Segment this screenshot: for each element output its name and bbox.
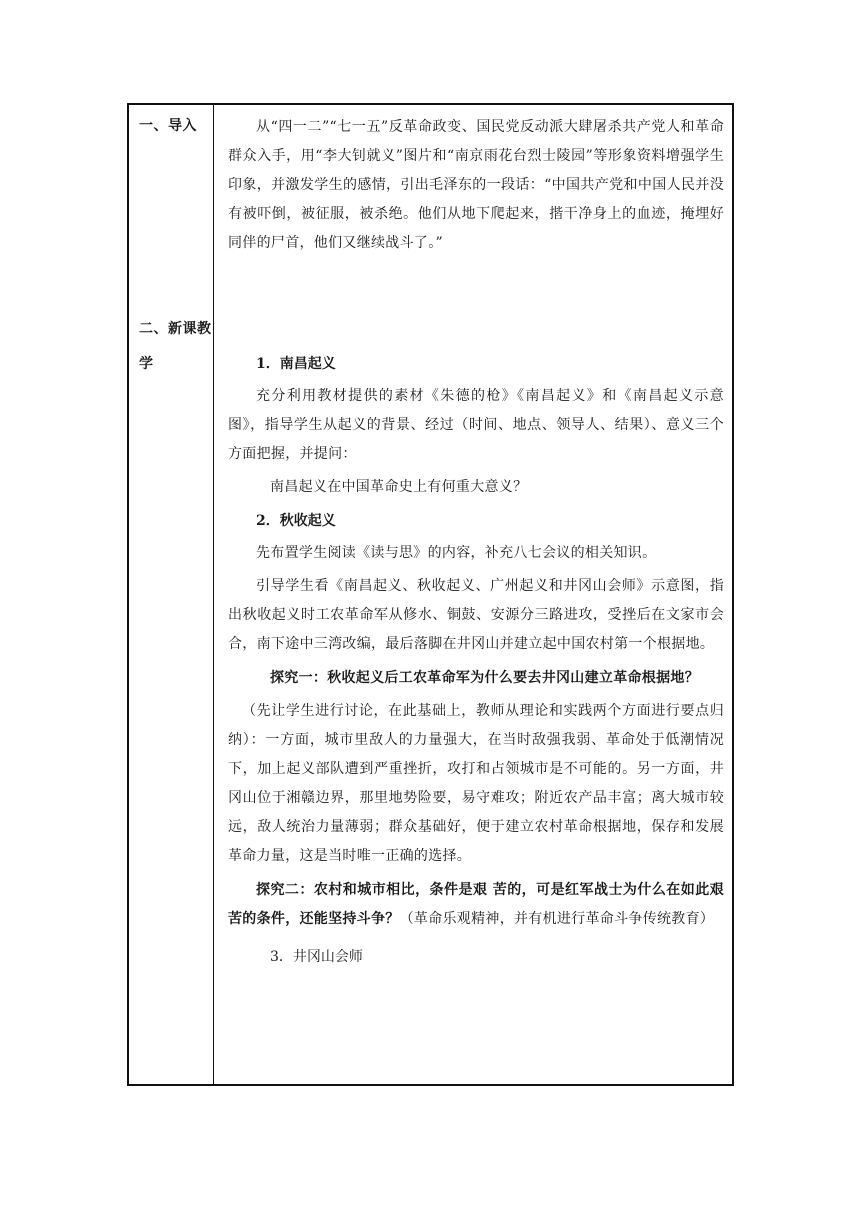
section1-paragraph: 充分利用教材提供的素材《朱德的枪》《南昌起义》和《南昌起义示意图》，指导学生从起义的背景、经过（时间、地点、领导人、结果）、意义三个方面把握，并提问：: [228, 388, 724, 462]
inquiry1-title: 探究一：秋收起义后工农革命军为什么要去井冈山建立革命根据地？: [270, 670, 699, 686]
heading-intro: 一、导入: [139, 118, 197, 134]
lesson-table: [127, 103, 734, 1086]
content-column: [214, 105, 732, 1084]
inquiry2-title: 探究二：农村和城市相比，条件是艰 苦的，可是红军战士为什么在如此艰苦的条件，还能坚持斗争？: [228, 882, 724, 927]
intro-paragraph: 从“四一二”“七一五”反革命政变、国民党反动派大肆屠杀共产党人和革命群众入手，用“李大钊就义”图片和“南京雨花台烈士陵园”等形象资料增强学生印象，并激发学生的感情，引出毛泽东的一段话：“中国共产党和中国人民并没有被吓倒，被征服，被杀绝。他们从地下爬起来，揩干净身上的血迹，掩埋好同伴的尸首，他们又继续战斗了。”: [228, 119, 724, 251]
heading-new-lesson-line2: 学: [139, 356, 154, 372]
section2-title: 2．秋收起义: [256, 513, 336, 529]
intro-block: [228, 113, 724, 258]
inquiry1-answer: （先让学生进行讨论，在此基础上，教师从理论和实践两个方面进行要点归纳）：一方面，城市里敌人的力量强大，在当时敌强我弱、革命处于低潮情况下，加上起义部队遭到严重挫折，攻打和占领城市是不可能的。另一方面，井冈山位于湘赣边界，那里地势险要，易守难攻；附近农产品丰富；离大城市较远，敌人统治力量薄弱；群众基础好，便于建立农村革命根据地，保存和发展革命力量，这是当时唯一正确的选择。: [228, 703, 724, 864]
section1-question: 南昌起义在中国革命史上有何重大意义？: [270, 479, 528, 495]
section2-paragraph1: 先布置学生阅读《读与思》的内容，补充八七会议的相关知识。: [256, 545, 657, 561]
section2-paragraph2: 引导学生看《南昌起义、秋收起义、广州起义和井冈山会师》示意图，指出秋收起义时工农革命军从修水、铜鼓、安源分三路进攻，受挫后在文家市会合，南下途中三湾改编，最后落脚在井冈山并建立起中国农村第一个根据地。: [228, 578, 724, 652]
section3-title: 3．井冈山会师: [270, 949, 363, 965]
heading-new-lesson-line1: 二、新课教: [139, 321, 212, 337]
inquiry2-note: （革命乐观精神，并有机进行革命斗争传统教育）: [399, 911, 715, 927]
section1-title: 1．南昌起义: [256, 356, 336, 372]
new-lesson-block: [228, 349, 724, 972]
inquiry2-paragraph: [228, 876, 724, 934]
section-label-column: [129, 105, 214, 1084]
